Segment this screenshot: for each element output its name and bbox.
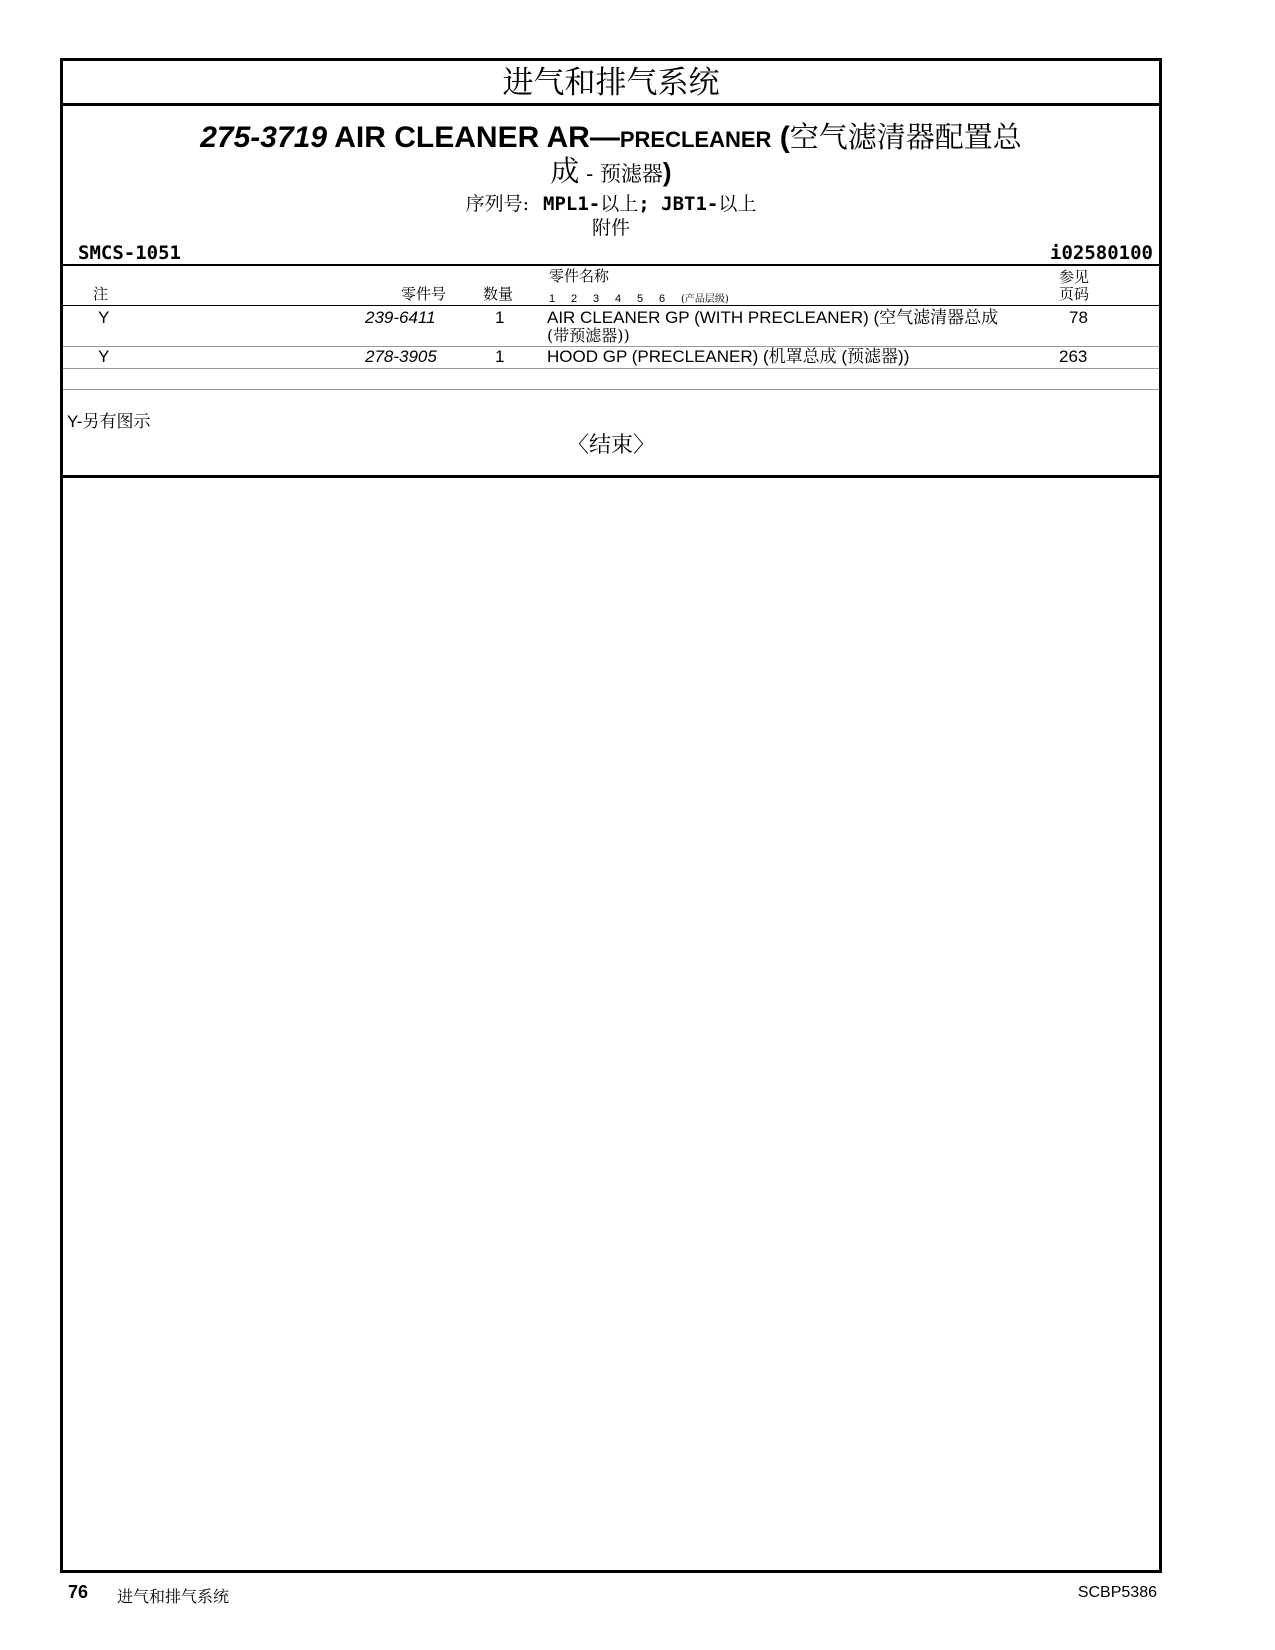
end-mark: 〈结束〉 bbox=[566, 433, 655, 458]
assembly-name-cn-cont: 成 bbox=[550, 154, 580, 188]
assembly-title-continued bbox=[63, 153, 1159, 192]
header-quantity: 数量 bbox=[483, 285, 514, 303]
footer-section: 进气和排气系统 bbox=[117, 1587, 230, 1606]
serial-code-1: MPL1- bbox=[543, 193, 601, 215]
header-note: 注 bbox=[93, 285, 109, 303]
table-top-rule bbox=[63, 264, 1159, 266]
parts-header-block bbox=[63, 106, 1159, 478]
level-2: 2 bbox=[571, 293, 578, 305]
row-note: Y bbox=[98, 347, 110, 366]
level-5: 5 bbox=[637, 293, 644, 305]
assembly-close-paren: ) bbox=[662, 157, 672, 187]
level-3: 3 bbox=[593, 293, 600, 305]
serial-label: 序列号: bbox=[465, 193, 530, 215]
serial-code-2: JBT1- bbox=[661, 193, 719, 215]
footnote: Y-另有图示 bbox=[67, 412, 151, 431]
row-part-name-cont: (带预滤器)) bbox=[547, 326, 630, 345]
footnote-rule bbox=[63, 389, 1159, 390]
serial-range-1: 以上 bbox=[600, 193, 639, 215]
assembly-part-number: 275-3719 bbox=[200, 121, 328, 154]
level-4: 4 bbox=[615, 293, 622, 305]
assembly-name: AIR CLEANER AR bbox=[334, 121, 590, 154]
header-levels bbox=[549, 289, 729, 310]
row-ref-page: 263 bbox=[1059, 347, 1088, 366]
assembly-name-dash: — bbox=[589, 121, 620, 154]
page-frame bbox=[60, 58, 1162, 1573]
section-title: 进气和排气系统 bbox=[63, 61, 1159, 106]
serial-separator: ; bbox=[638, 193, 662, 215]
illustration-id: i02580100 bbox=[1050, 242, 1153, 264]
header-ref-page-2: 页码 bbox=[1059, 285, 1090, 303]
row-part-name: AIR CLEANER GP (WITH PRECLEANER) (空气滤清器总成 bbox=[547, 308, 999, 327]
levels-label: (产品层级) bbox=[681, 294, 729, 305]
document-id: SCBP5386 bbox=[1077, 1584, 1157, 1601]
assembly-name-cn-sub: - 预滤器 bbox=[579, 162, 663, 186]
row-part-number: 239-6411 bbox=[365, 308, 436, 327]
serial-range-2: 以上 bbox=[718, 193, 757, 215]
assembly-name-suffix: PRECLEANER bbox=[619, 127, 772, 152]
row-part-name: HOOD GP (PRECLEANER) (机罩总成 (预滤器)) bbox=[547, 347, 910, 366]
assembly-name-cn: 空气滤清器配置总 bbox=[789, 120, 1022, 154]
level-6: 6 bbox=[659, 293, 666, 305]
attachment-label: 附件 bbox=[591, 217, 630, 239]
header-part-number: 零件号 bbox=[401, 285, 447, 303]
row-quantity: 1 bbox=[495, 308, 505, 327]
smcs-code: SMCS-1051 bbox=[78, 242, 181, 264]
page-number: 76 bbox=[68, 1582, 89, 1602]
level-1: 1 bbox=[549, 293, 556, 305]
row-ref-page: 78 bbox=[1069, 308, 1088, 327]
row-part-number: 278-3905 bbox=[365, 347, 437, 366]
serial-range bbox=[63, 192, 1159, 217]
header-rule bbox=[63, 305, 1159, 306]
header-part-name: 零件名称 bbox=[549, 267, 610, 285]
row-note: Y bbox=[98, 308, 110, 327]
row-quantity: 1 bbox=[495, 347, 505, 366]
row-divider bbox=[63, 368, 1159, 369]
header-ref-page-1: 参见 bbox=[1059, 268, 1090, 286]
assembly-open-paren: ( bbox=[771, 121, 790, 154]
